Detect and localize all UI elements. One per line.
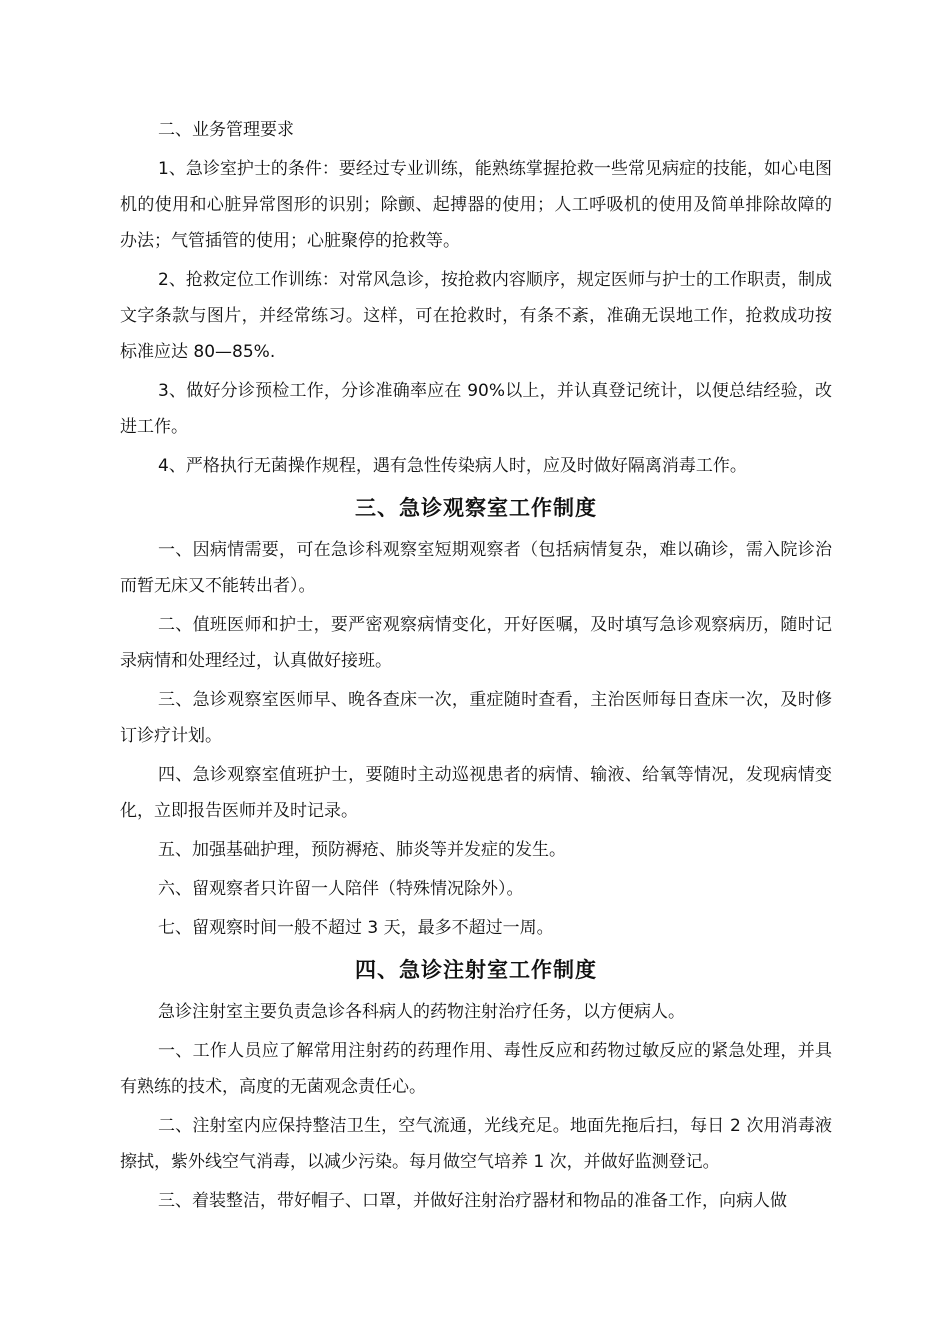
paragraph: 三、着装整洁，带好帽子、口罩，并做好注射治疗器材和物品的准备工作，向病人做	[158, 1191, 787, 1211]
document-page	[120, 112, 832, 1222]
paragraph: 一、因病情需要，可在急诊科观察室短期观察者（包括病情复杂，难以确诊，需入院诊治而暂无床又不能转出者）。	[120, 540, 832, 596]
paragraph: 四、急诊观察室值班护士，要随时主动巡视患者的病情、输液、给氧等情况，发现病情变化，立即报告医师并及时记录。	[120, 765, 832, 821]
paragraph: 1、急诊室护士的条件：要经过专业训练，能熟练掌握抢救一些常见病症的技能，如心电图机的使用和心脏异常图形的识别；除颤、起搏器的使用；人工呼吸机的使用及简单排除故障的办法；气管插管的使用；心脏聚停的抢救等。	[120, 159, 832, 251]
paragraph: 五、加强基础护理，预防褥疮、肺炎等并发症的发生。	[158, 840, 566, 860]
paragraph: 六、留观察者只许留一人陪伴（特殊情况除外）。	[158, 879, 524, 899]
subheading-business-management: 二、业务管理要求	[158, 120, 294, 140]
paragraph: 急诊注射室主要负责急诊各科病人的药物注射治疗任务，以方便病人。	[158, 1002, 685, 1022]
section-title-observation-room: 三、急诊观察室工作制度	[355, 496, 597, 520]
paragraph: 一、工作人员应了解常用注射药的药理作用、毒性反应和药物过敏反应的紧急处理，并具有熟练的技术，高度的无菌观念责任心。	[120, 1041, 832, 1097]
paragraph: 七、留观察时间一般不超过 3 天，最多不超过一周。	[158, 918, 554, 938]
paragraph: 2、抢救定位工作训练：对常风急诊，按抢救内容顺序，规定医师与护士的工作职责，制成文字条款与图片，并经常练习。这样，可在抢救时，有条不紊，准确无误地工作，抢救成功按标准应达 80—85%.	[120, 270, 832, 362]
paragraph: 4、严格执行无菌操作规程，遇有急性传染病人时，应及时做好隔离消毒工作。	[158, 456, 747, 476]
paragraph: 二、注射室内应保持整洁卫生，空气流通，光线充足。地面先拖后扫，每日 2 次用消毒液擦拭，紫外线空气消毒，以减少污染。每月做空气培养 1 次，并做好监测登记。	[120, 1116, 832, 1172]
paragraph: 三、急诊观察室医师早、晚各查床一次，重症随时查看，主治医师每日查床一次，及时修订诊疗计划。	[120, 690, 832, 746]
section-title-injection-room: 四、急诊注射室工作制度	[355, 958, 597, 982]
paragraph: 3、做好分诊预检工作，分诊准确率应在 90%以上，并认真登记统计，以便总结经验，改进工作。	[120, 381, 832, 437]
paragraph: 二、值班医师和护士，要严密观察病情变化，开好医嘱，及时填写急诊观察病历，随时记录病情和处理经过，认真做好接班。	[120, 615, 832, 671]
